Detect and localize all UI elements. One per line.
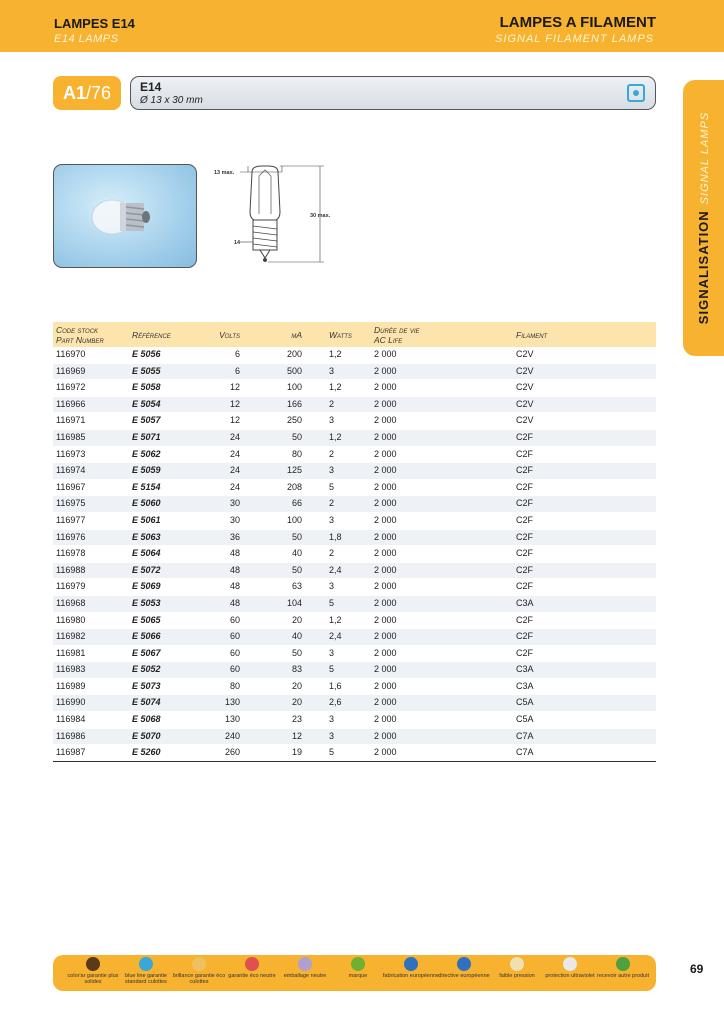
cell-filament: C3A	[513, 662, 656, 679]
cell-filament: C2F	[513, 629, 656, 646]
cell-code: 116975	[53, 496, 129, 513]
cell-code: 116985	[53, 429, 129, 446]
cell-code: 116974	[53, 463, 129, 480]
col-code-en: Part Number	[56, 334, 104, 345]
table-body	[53, 347, 656, 761]
cell-volts: 80	[193, 678, 243, 695]
cell-volts: 24	[193, 463, 243, 480]
footer-legend-label: blue line garantie standard culottes	[125, 973, 167, 985]
cell-ma: 40	[243, 546, 305, 563]
cell-watts: 2	[305, 446, 371, 463]
cell-volts: 48	[193, 562, 243, 579]
cell-code: 116979	[53, 579, 129, 596]
cell-watts: 3	[305, 363, 371, 380]
cell-ma: 100	[243, 380, 305, 397]
table-row	[53, 413, 656, 430]
cell-ma: 23	[243, 712, 305, 729]
cell-filament: C7A	[513, 728, 656, 745]
cell-code: 116989	[53, 678, 129, 695]
cell-ma: 100	[243, 512, 305, 529]
recycle-icon	[616, 957, 630, 971]
cell-filament: C2F	[513, 429, 656, 446]
cell-volts: 60	[193, 629, 243, 646]
table-row	[53, 678, 656, 695]
cell-life: 2 000	[371, 612, 513, 629]
cell-code: 116987	[53, 745, 129, 762]
section-code-badge	[53, 76, 121, 110]
cell-ma: 20	[243, 695, 305, 712]
cell-volts: 6	[193, 347, 243, 363]
table-row	[53, 695, 656, 712]
table-row	[53, 728, 656, 745]
cell-code: 116986	[53, 728, 129, 745]
cell-ref: E 5067	[129, 645, 193, 662]
cell-volts: 130	[193, 695, 243, 712]
section-name: E14	[140, 80, 162, 94]
cell-ma: 19	[243, 745, 305, 762]
cell-volts: 12	[193, 413, 243, 430]
eu-directive-icon	[457, 957, 471, 971]
cell-code: 116977	[53, 512, 129, 529]
cell-ref: E 5072	[129, 562, 193, 579]
cell-watts: 3	[305, 645, 371, 662]
cell-volts: 24	[193, 479, 243, 496]
cell-watts: 2	[305, 546, 371, 563]
cell-volts: 240	[193, 728, 243, 745]
cell-code: 116978	[53, 546, 129, 563]
cell-ma: 250	[243, 413, 305, 430]
header-right-title: LAMPES A FILAMENT	[499, 14, 656, 31]
footer-legend-label: color'ar garantie plus solides	[67, 973, 119, 985]
footer-legend-item	[328, 957, 388, 979]
cell-ref: E 5061	[129, 512, 193, 529]
cell-watts: 2,4	[305, 629, 371, 646]
footer-legend-item	[63, 957, 123, 985]
cell-code: 116983	[53, 662, 129, 679]
cell-watts: 3	[305, 413, 371, 430]
side-tab-subtitle: SIGNAL LAMPS	[698, 111, 711, 205]
cell-ref: E 5070	[129, 728, 193, 745]
table-row	[53, 662, 656, 679]
drawing-width-label: 13 max.	[214, 170, 235, 176]
cell-ref: E 5060	[129, 496, 193, 513]
cell-filament: C2V	[513, 363, 656, 380]
cell-ma: 80	[243, 446, 305, 463]
low-pressure-icon	[510, 957, 524, 971]
cell-filament: C5A	[513, 712, 656, 729]
cell-filament: C2F	[513, 479, 656, 496]
cell-life: 2 000	[371, 496, 513, 513]
cell-ma: 200	[243, 347, 305, 363]
table-row	[53, 479, 656, 496]
cell-life: 2 000	[371, 529, 513, 546]
cell-ref: E 5058	[129, 380, 193, 397]
cell-filament: C2F	[513, 579, 656, 596]
cell-life: 2 000	[371, 380, 513, 397]
cell-volts: 260	[193, 745, 243, 762]
cell-ma: 63	[243, 579, 305, 596]
cell-ref: E 5059	[129, 463, 193, 480]
cell-code: 116966	[53, 396, 129, 413]
footer-legend	[53, 955, 656, 991]
cell-watts: 3	[305, 463, 371, 480]
cell-watts: 5	[305, 479, 371, 496]
section-code-main: A1	[62, 83, 86, 103]
cell-code: 116990	[53, 695, 129, 712]
cell-life: 2 000	[371, 446, 513, 463]
table-row	[53, 612, 656, 629]
cell-ma: 208	[243, 479, 305, 496]
cell-ref: E 5260	[129, 745, 193, 762]
col-volts: Volts	[219, 329, 240, 340]
cell-volts: 130	[193, 712, 243, 729]
footer-legend-label: recevoir autre produit	[597, 973, 649, 979]
table-row	[53, 629, 656, 646]
cell-life: 2 000	[371, 429, 513, 446]
cell-volts: 60	[193, 645, 243, 662]
cell-code: 116982	[53, 629, 129, 646]
table-row	[53, 562, 656, 579]
lamp-table	[53, 322, 656, 762]
footer-legend-label: marque	[348, 973, 368, 979]
cell-ref: E 5054	[129, 396, 193, 413]
cell-ma: 125	[243, 463, 305, 480]
cell-ref: E 5052	[129, 662, 193, 679]
cell-filament: C5A	[513, 695, 656, 712]
cell-code: 116988	[53, 562, 129, 579]
footer-legend-label: faible pression	[499, 973, 535, 979]
blue-line-icon	[139, 957, 153, 971]
cell-code: 116972	[53, 380, 129, 397]
blue-base-icon	[627, 84, 645, 102]
cell-ma: 83	[243, 662, 305, 679]
cell-ref: E 5062	[129, 446, 193, 463]
cell-volts: 12	[193, 380, 243, 397]
cell-volts: 48	[193, 579, 243, 596]
section-code-sub: /76	[85, 83, 112, 103]
cell-volts: 60	[193, 662, 243, 679]
cell-ma: 12	[243, 728, 305, 745]
cell-life: 2 000	[371, 479, 513, 496]
cell-life: 2 000	[371, 413, 513, 430]
side-tab-title: SIGNALISATION	[695, 210, 711, 325]
cell-code: 116971	[53, 413, 129, 430]
cell-code: 116984	[53, 712, 129, 729]
cell-ma: 50	[243, 645, 305, 662]
lamp-photo-image	[54, 165, 197, 268]
cell-volts: 30	[193, 512, 243, 529]
brand-icon	[351, 957, 365, 971]
cell-ref: E 5055	[129, 363, 193, 380]
cell-filament: C3A	[513, 678, 656, 695]
table-row	[53, 645, 656, 662]
cell-life: 2 000	[371, 463, 513, 480]
cell-volts: 30	[193, 496, 243, 513]
lamp-dimension-drawing	[210, 162, 345, 277]
section-dimensions: Ø 13 x 30 mm	[140, 95, 203, 106]
cell-filament: C2F	[513, 463, 656, 480]
cell-ref: E 5056	[129, 347, 193, 363]
footer-legend-item	[593, 957, 653, 979]
header-right-subtitle: SIGNAL FILAMENT LAMPS	[495, 33, 654, 45]
cell-filament: C3A	[513, 595, 656, 612]
uv-protection-icon	[563, 957, 577, 971]
cell-volts: 48	[193, 595, 243, 612]
table-row	[53, 512, 656, 529]
cell-ref: E 5073	[129, 678, 193, 695]
cell-filament: C2F	[513, 529, 656, 546]
table-row	[53, 380, 656, 397]
cell-life: 2 000	[371, 662, 513, 679]
col-ma: mA	[291, 329, 302, 340]
cell-filament: C7A	[513, 745, 656, 762]
page-number: 69	[690, 962, 704, 976]
cell-watts: 3	[305, 512, 371, 529]
cell-watts: 1,8	[305, 529, 371, 546]
footer-legend-label: directive européenne	[438, 973, 490, 979]
table-header-row	[53, 322, 656, 347]
footer-legend-label: garantie éco neutre	[228, 973, 276, 979]
cell-watts: 3	[305, 579, 371, 596]
cell-ref: E 5053	[129, 595, 193, 612]
cell-ma: 20	[243, 612, 305, 629]
cell-filament: C2F	[513, 546, 656, 563]
cell-code: 116973	[53, 446, 129, 463]
eu-manufacturing-icon	[404, 957, 418, 971]
cell-watts: 5	[305, 662, 371, 679]
cell-code: 116968	[53, 595, 129, 612]
footer-legend-item	[381, 957, 441, 979]
col-life	[371, 322, 513, 347]
cell-watts: 3	[305, 712, 371, 729]
drawing-base-label: 14	[234, 240, 241, 246]
cell-ref: E 5074	[129, 695, 193, 712]
page-header	[0, 0, 724, 52]
col-filament: Filament	[516, 329, 548, 340]
cell-ma: 66	[243, 496, 305, 513]
header-left-title: LAMPES E14	[54, 16, 135, 31]
footer-legend-item	[222, 957, 282, 979]
cell-ma: 166	[243, 396, 305, 413]
side-tab	[683, 80, 724, 356]
drawing-height-label: 30 max.	[310, 213, 331, 219]
table-row	[53, 712, 656, 729]
cell-watts: 2,6	[305, 695, 371, 712]
footer-legend-item	[540, 957, 600, 979]
cell-ref: E 5063	[129, 529, 193, 546]
cell-life: 2 000	[371, 546, 513, 563]
cell-watts: 2	[305, 496, 371, 513]
header-left-subtitle: E14 LAMPS	[54, 33, 119, 45]
cell-ma: 40	[243, 629, 305, 646]
cell-life: 2 000	[371, 347, 513, 363]
cell-life: 2 000	[371, 396, 513, 413]
dimension-drawing-svg	[210, 162, 345, 277]
cell-life: 2 000	[371, 579, 513, 596]
col-code-fr: Code stock	[56, 324, 99, 335]
cell-volts: 60	[193, 612, 243, 629]
table-row	[53, 429, 656, 446]
cell-volts: 24	[193, 446, 243, 463]
cell-life: 2 000	[371, 712, 513, 729]
cell-watts: 3	[305, 728, 371, 745]
cell-watts: 1,2	[305, 612, 371, 629]
cell-ref: E 5057	[129, 413, 193, 430]
cell-watts: 5	[305, 595, 371, 612]
cell-life: 2 000	[371, 745, 513, 762]
cell-volts: 48	[193, 546, 243, 563]
cell-life: 2 000	[371, 728, 513, 745]
cell-watts: 2,4	[305, 562, 371, 579]
footer-legend-item	[116, 957, 176, 985]
cell-filament: C2V	[513, 347, 656, 363]
col-life-fr: Durée de vie	[374, 324, 420, 335]
cell-ma: 50	[243, 529, 305, 546]
cell-watts: 1,6	[305, 678, 371, 695]
table-row	[53, 595, 656, 612]
cell-volts: 36	[193, 529, 243, 546]
cell-watts: 1,2	[305, 380, 371, 397]
brillance-icon	[192, 957, 206, 971]
cell-watts: 1,2	[305, 429, 371, 446]
cell-filament: C2F	[513, 562, 656, 579]
cell-code: 116970	[53, 347, 129, 363]
cell-life: 2 000	[371, 645, 513, 662]
section-info-box	[130, 76, 656, 110]
footer-legend-item	[487, 957, 547, 979]
cell-ref: E 5071	[129, 429, 193, 446]
cell-code: 116981	[53, 645, 129, 662]
lamp-photo	[53, 164, 197, 268]
cell-volts: 24	[193, 429, 243, 446]
cell-code: 116969	[53, 363, 129, 380]
table-row	[53, 546, 656, 563]
cell-ref: E 5069	[129, 579, 193, 596]
col-ref: Référence	[132, 329, 171, 340]
cell-ref: E 5068	[129, 712, 193, 729]
footer-legend-item	[169, 957, 229, 985]
cell-watts: 2	[305, 396, 371, 413]
table-row	[53, 347, 656, 363]
cell-ma: 50	[243, 562, 305, 579]
cell-code: 116976	[53, 529, 129, 546]
cell-filament: C2F	[513, 612, 656, 629]
cell-filament: C2V	[513, 380, 656, 397]
cell-volts: 12	[193, 396, 243, 413]
cell-life: 2 000	[371, 678, 513, 695]
cell-life: 2 000	[371, 363, 513, 380]
cell-ma: 500	[243, 363, 305, 380]
col-code	[53, 322, 129, 347]
packaging-icon	[298, 957, 312, 971]
footer-legend-label: fabrication européenne	[382, 973, 440, 979]
cell-filament: C2V	[513, 413, 656, 430]
cell-filament: C2V	[513, 396, 656, 413]
cell-ma: 20	[243, 678, 305, 695]
footer-legend-label: brillance garantie éco culottes	[172, 973, 226, 985]
cell-filament: C2F	[513, 496, 656, 513]
cell-ma: 104	[243, 595, 305, 612]
cell-code: 116980	[53, 612, 129, 629]
cell-life: 2 000	[371, 562, 513, 579]
table-row	[53, 446, 656, 463]
table-row	[53, 396, 656, 413]
cell-ma: 50	[243, 429, 305, 446]
cell-ref: E 5066	[129, 629, 193, 646]
cell-code: 116967	[53, 479, 129, 496]
cell-watts: 1,2	[305, 347, 371, 363]
table-row	[53, 745, 656, 762]
cell-filament: C2F	[513, 512, 656, 529]
table-row	[53, 463, 656, 480]
cell-ref: E 5065	[129, 612, 193, 629]
colorar-icon	[86, 957, 100, 971]
cell-filament: C2F	[513, 446, 656, 463]
cell-watts: 5	[305, 745, 371, 762]
cell-volts: 6	[193, 363, 243, 380]
cell-life: 2 000	[371, 629, 513, 646]
footer-legend-item	[434, 957, 494, 979]
table-row	[53, 363, 656, 380]
cell-ref: E 5154	[129, 479, 193, 496]
table-row	[53, 529, 656, 546]
footer-legend-item	[275, 957, 335, 979]
cell-ref: E 5064	[129, 546, 193, 563]
cell-life: 2 000	[371, 595, 513, 612]
cell-life: 2 000	[371, 512, 513, 529]
table-row	[53, 496, 656, 513]
col-life-en: AC Life	[374, 334, 403, 345]
eco-icon	[245, 957, 259, 971]
col-watts: Watts	[329, 329, 352, 340]
cell-filament: C2F	[513, 645, 656, 662]
footer-legend-label: protection ultraviolet	[545, 973, 595, 979]
table-row	[53, 579, 656, 596]
footer-legend-label: emballage neutre	[283, 973, 327, 979]
cell-life: 2 000	[371, 695, 513, 712]
